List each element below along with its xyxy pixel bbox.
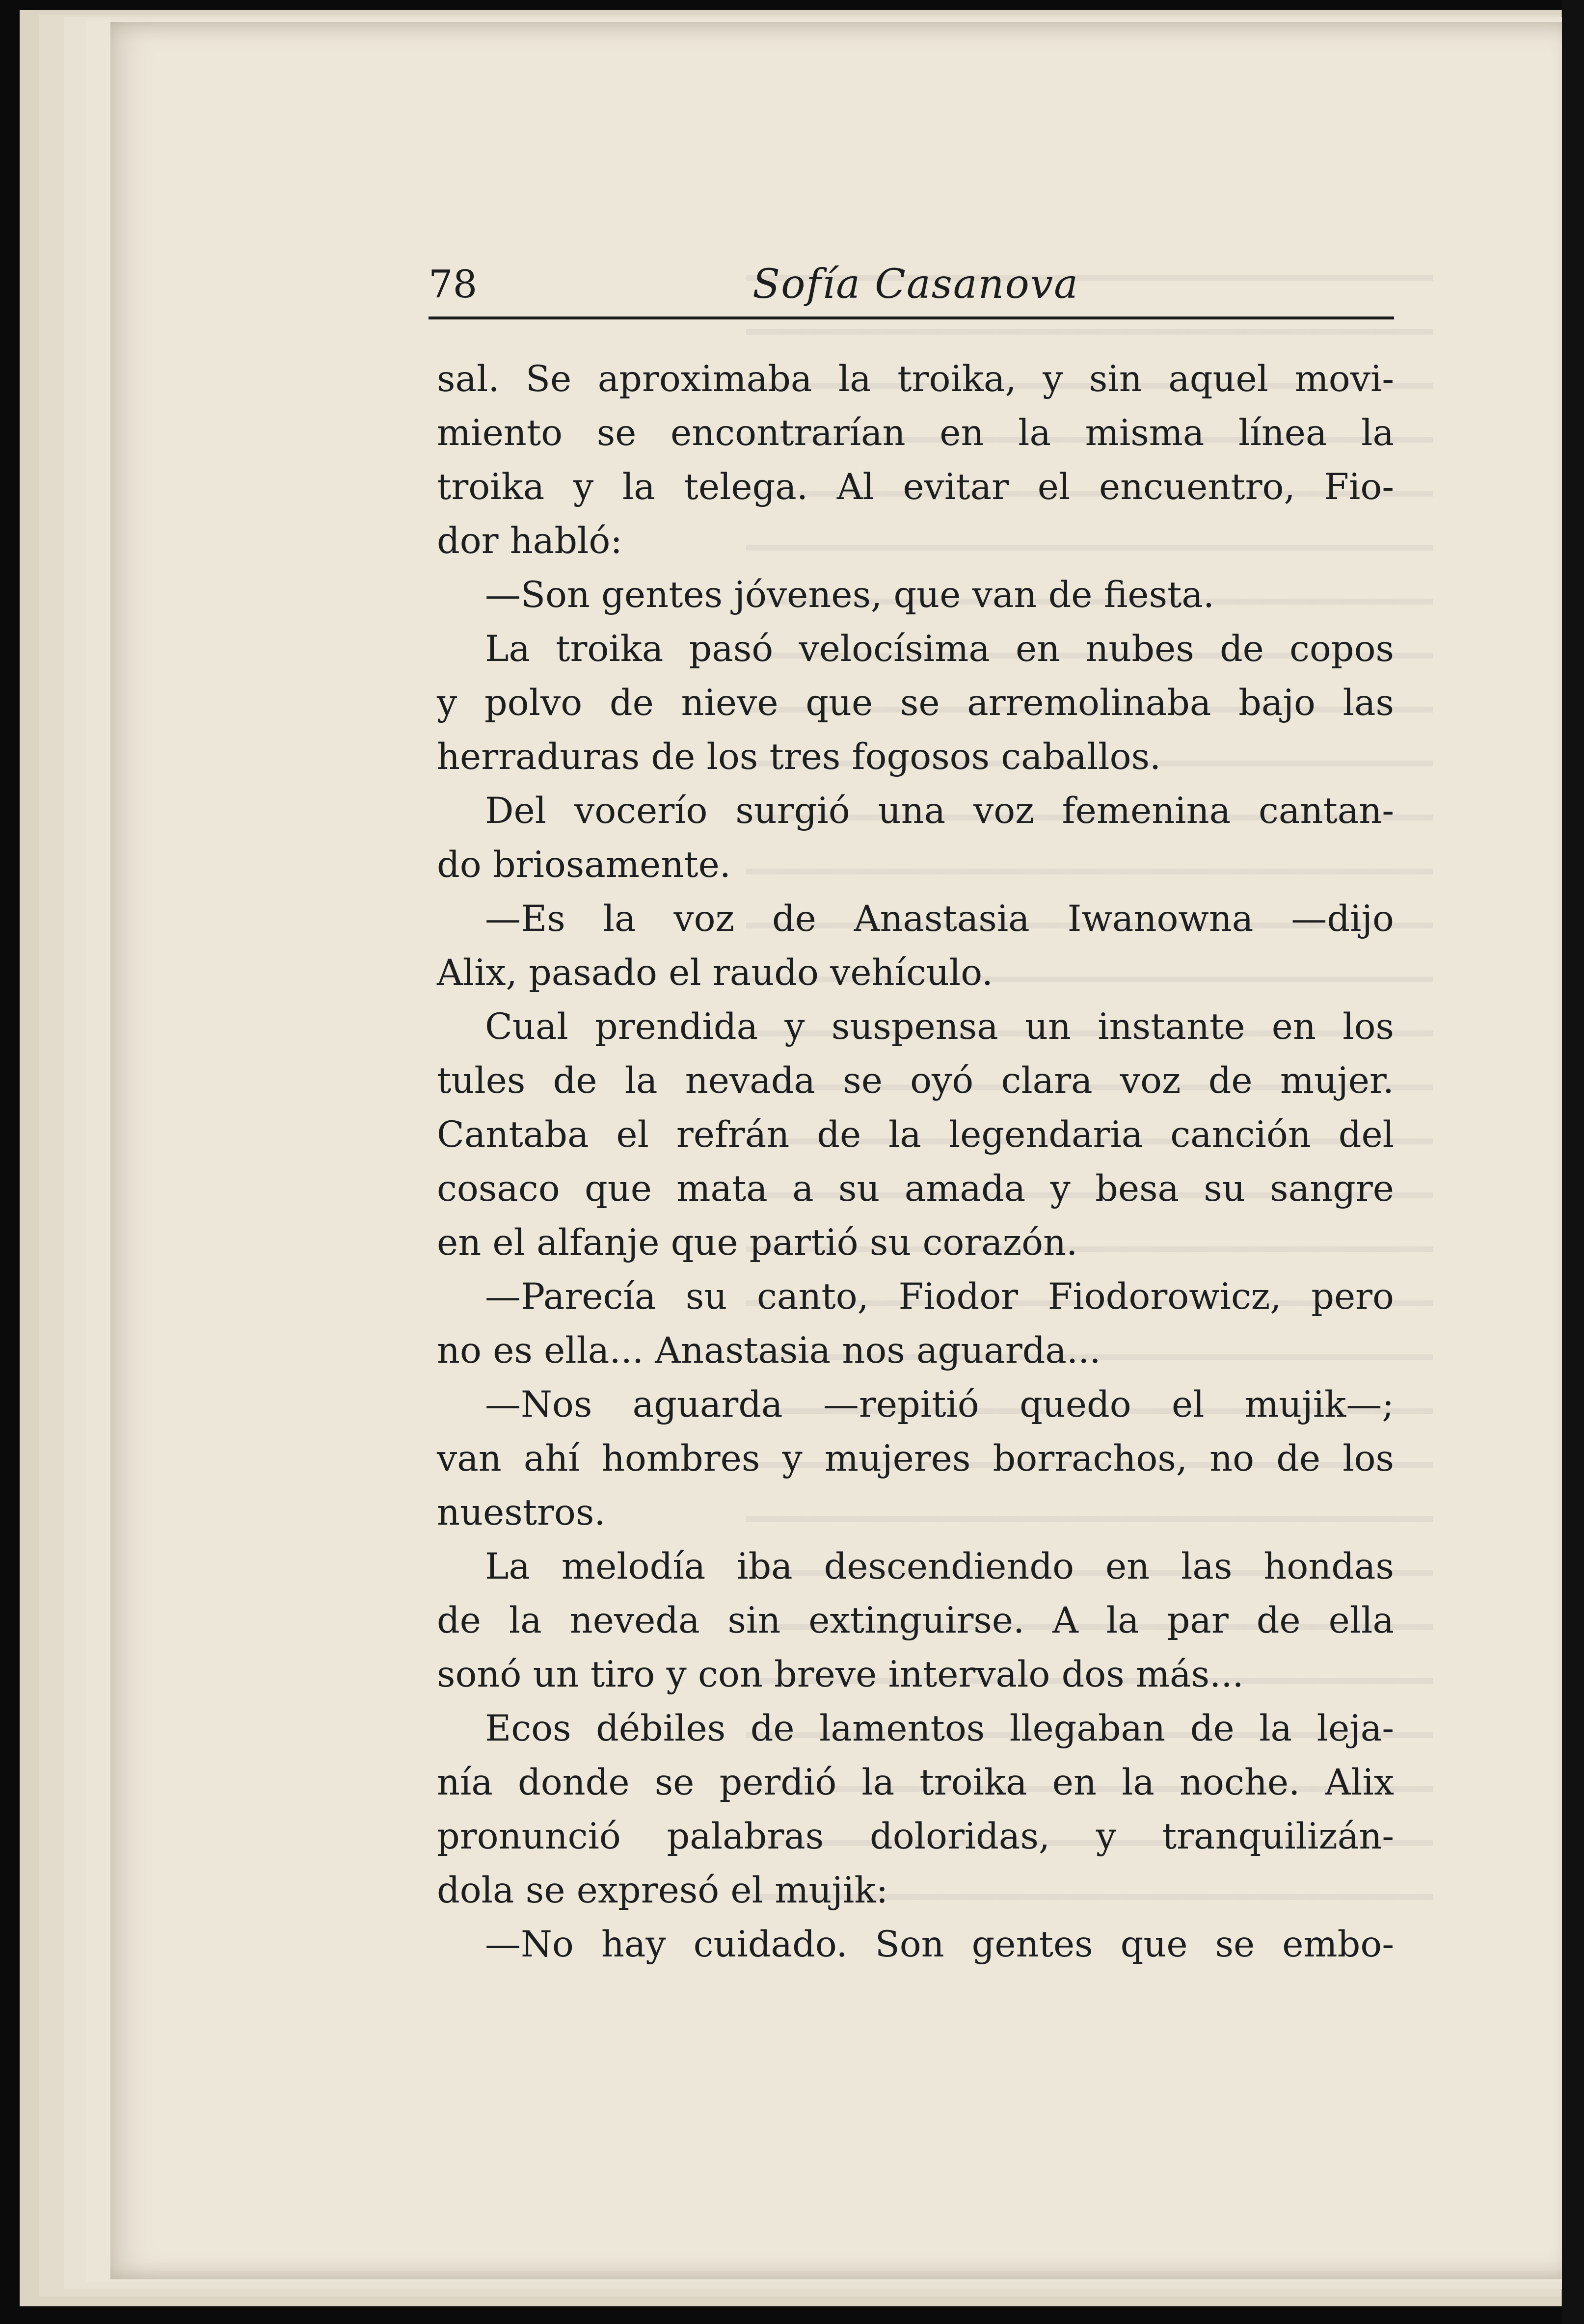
binding-shadow (1562, 0, 1584, 2324)
text-line: nuestros. (437, 1492, 606, 1533)
body-text (437, 352, 1394, 1972)
text-line: —No hay cuidado. Son gentes que se embo- (485, 1924, 1394, 1965)
text-line: —Es la voz de Anastasia Iwanowna —dijo (485, 898, 1394, 940)
text-line: Cantaba el refrán de la legendaria canción del (437, 1114, 1394, 1156)
text-line: de la neveda sin extinguirse. A la par de ella (437, 1600, 1394, 1641)
text-line: —Son gentes jóvenes, que van de fiesta. (485, 574, 1215, 616)
text-line: —Nos aguarda —repitió quedo el mujik—; (485, 1384, 1394, 1426)
text-line: La melodía iba descendiendo en las hondas (485, 1546, 1394, 1587)
text-line: dola se expresó el mujik: (437, 1870, 888, 1911)
text-line: miento se encontrarían en la misma línea la (437, 412, 1394, 454)
text-line: nía donde se perdió la troika en la noche. Alix (437, 1762, 1394, 1803)
page-number: 78 (429, 263, 478, 307)
text-line: herraduras de los tres fogosos caballos. (437, 736, 1161, 778)
text-line: tules de la nevada se oyó clara voz de mujer. (437, 1060, 1394, 1102)
running-head: Sofía Casanova (752, 261, 1079, 308)
text-line: pronunció palabras doloridas, y tranquilizán- (437, 1816, 1394, 1857)
text-line: en el alfanje que partió su corazón. (437, 1222, 1078, 1264)
text-line: Alix, pasado el raudo vehículo. (437, 952, 993, 994)
text-line: Ecos débiles de lamentos llegaban de la leja- (485, 1708, 1394, 1749)
text-line: La troika pasó velocísima en nubes de copos (485, 628, 1394, 670)
text-line: cosaco que mata a su amada y besa su sangre (437, 1168, 1394, 1210)
text-line: Cual prendida y suspensa un instante en los (485, 1006, 1394, 1048)
text-line: sal. Se aproximaba la troika, y sin aquel movi- (437, 358, 1394, 400)
text-line: do briosamente. (437, 844, 731, 886)
text-line: van ahí hombres y mujeres borrachos, no de los (437, 1438, 1394, 1479)
text-line: Del vocerío surgió una voz femenina cantan- (485, 790, 1394, 832)
text-line: no es ella... Anastasia nos aguarda... (437, 1330, 1101, 1372)
text-line: —Parecía su canto, Fiodor Fiodorowicz, pero (485, 1276, 1394, 1318)
page-header (429, 258, 1394, 319)
text-line: dor habló: (437, 520, 622, 562)
text-line: troika y la telega. Al evitar el encuentro, Fio- (437, 466, 1394, 508)
text-line: sonó un tiro y con breve intervalo dos más... (437, 1654, 1244, 1695)
text-line: y polvo de nieve que se arremolinaba bajo las (437, 682, 1394, 724)
